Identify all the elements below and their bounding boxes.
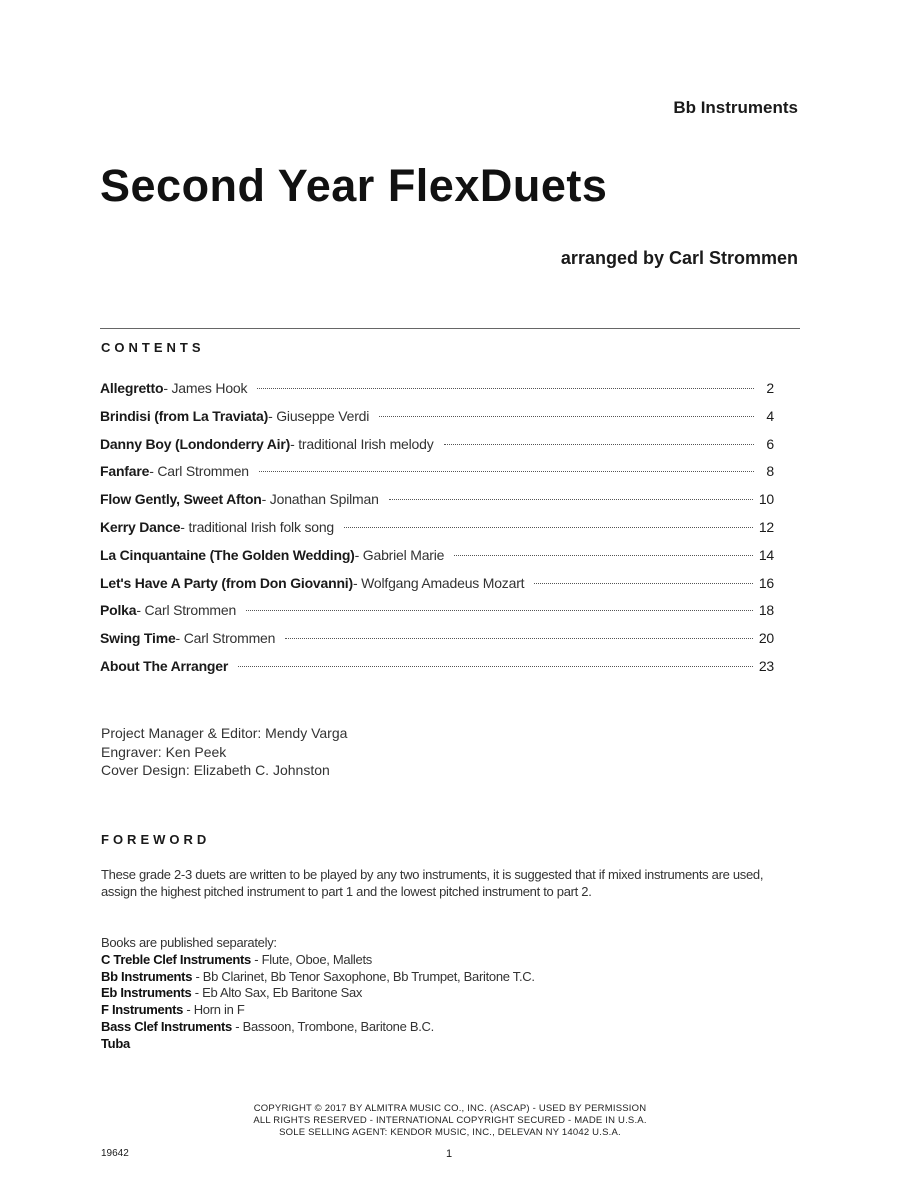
credit-line: Cover Design: Elizabeth C. Johnston	[101, 762, 330, 778]
book-name: F Instruments	[101, 1002, 184, 1018]
toc-leader-dots	[246, 610, 753, 611]
toc-leader-dots	[344, 527, 753, 528]
book-detail: - Eb Alto Sax, Eb Baritone Sax	[191, 985, 363, 1001]
toc-composer: - Giuseppe Verdi	[268, 407, 370, 424]
toc-page-number: 8	[766, 463, 774, 480]
copyright-line: ALL RIGHTS RESERVED - INTERNATIONAL COPYRIGHT SECURED - MADE IN U.S.A.	[253, 1115, 647, 1126]
toc-entry[interactable]	[100, 602, 774, 630]
book-edition	[101, 1036, 535, 1053]
toc-leader-dots	[379, 416, 754, 417]
toc-page-number: 4	[766, 407, 774, 424]
instrument-label: Bb Instruments	[673, 98, 798, 117]
arranger-credit: arranged by Carl Strommen	[560, 248, 798, 268]
toc-leader-dots	[454, 555, 753, 556]
toc-entry[interactable]	[100, 436, 774, 464]
foreword-heading: FOREWORD	[101, 832, 211, 847]
book-edition	[101, 1019, 535, 1036]
toc-page-number: 20	[758, 630, 774, 647]
page-number: 1	[446, 1148, 453, 1160]
toc-entry[interactable]	[100, 519, 774, 547]
book-detail: - Bb Clarinet, Bb Tenor Saxophone, Bb Trumpet, Baritone T.C.	[192, 968, 535, 984]
toc-leader-dots	[534, 583, 752, 584]
toc-page-number: 16	[758, 574, 774, 591]
toc-leader-dots	[259, 471, 754, 472]
toc-composer: - traditional Irish melody	[290, 435, 434, 452]
toc-entry[interactable]	[100, 380, 774, 408]
toc-entry[interactable]	[100, 575, 774, 603]
toc-title: Kerry Dance	[100, 518, 181, 535]
toc-composer: - Carl Strommen	[136, 602, 237, 619]
toc-title: Allegretto	[100, 380, 164, 396]
toc-composer: - Wolfgang Amadeus Mozart	[352, 574, 525, 591]
toc-composer: - Carl Strommen	[175, 630, 276, 647]
credits	[101, 724, 347, 780]
toc-entry[interactable]	[100, 658, 774, 686]
toc-page-number: 10	[758, 491, 774, 508]
toc-leader-dots	[238, 666, 753, 667]
toc-page-number: 14	[758, 546, 774, 563]
book-detail: - Horn in F	[183, 1002, 245, 1018]
book-name: Bb Instruments	[101, 968, 193, 984]
book-detail: - Bassoon, Trombone, Baritone B.C.	[231, 1018, 434, 1034]
header-divider	[100, 328, 800, 329]
toc-leader-dots	[257, 388, 754, 389]
toc-title: Danny Boy (Londonderry Air)	[100, 435, 291, 452]
toc-leader-dots	[389, 499, 753, 500]
toc-entry[interactable]	[100, 491, 774, 519]
contents-heading: CONTENTS	[101, 340, 205, 355]
page-title: Second Year FlexDuets	[100, 160, 608, 211]
toc-page-number: 23	[758, 657, 774, 674]
book-edition	[101, 969, 535, 986]
toc-composer: - traditional Irish folk song	[180, 518, 335, 535]
toc-title: Let's Have A Party (from Don Giovanni)	[100, 574, 353, 591]
toc-page-number: 12	[758, 518, 774, 535]
copyright-line: SOLE SELLING AGENT: KENDOR MUSIC, INC., DELEVAN NY 14042 U.S.A.	[279, 1127, 621, 1138]
toc-page-number: 2	[766, 380, 774, 396]
toc-title: Flow Gently, Sweet Afton	[100, 491, 262, 508]
book-name: Eb Instruments	[101, 985, 192, 1001]
catalog-number: 19642	[101, 1148, 129, 1159]
toc-composer: - Jonathan Spilman	[261, 491, 379, 508]
toc-composer: - Carl Strommen	[149, 463, 249, 480]
toc-entry[interactable]	[100, 408, 774, 436]
book-edition	[101, 985, 535, 1002]
book-edition	[101, 952, 535, 969]
toc-page-number: 6	[766, 435, 774, 452]
books-intro: Books are published separately:	[101, 935, 277, 950]
toc-title: Polka	[100, 602, 137, 619]
toc-page-number: 18	[758, 602, 774, 619]
toc-title: About The Arranger	[100, 657, 229, 674]
toc-entry[interactable]	[100, 463, 774, 491]
toc-leader-dots	[444, 444, 754, 445]
foreword-text: These grade 2-3 duets are written to be played by any two instruments, it is suggested that if mixed instruments are used, assign the highest pitched instrument to part 1 and the lowest pitched instrument to part 2.	[101, 867, 764, 899]
toc-composer: - Gabriel Marie	[354, 546, 445, 563]
table-of-contents	[100, 380, 774, 686]
book-name: C Treble Clef Instruments	[101, 951, 251, 967]
copyright-notice	[0, 1103, 900, 1139]
toc-entry[interactable]	[100, 630, 774, 658]
credit-line: Engraver: Ken Peek	[101, 743, 227, 760]
toc-title: Fanfare	[100, 463, 150, 480]
book-list	[101, 935, 535, 1053]
copyright-line: COPYRIGHT © 2017 BY ALMITRA MUSIC CO., INC. (ASCAP) - USED BY PERMISSION	[253, 1103, 647, 1114]
book-detail: - Flute, Oboe, Mallets	[250, 951, 372, 967]
toc-title: La Cinquantaine (The Golden Wedding)	[100, 546, 355, 563]
toc-leader-dots	[285, 638, 753, 639]
toc-title: Brindisi (from La Traviata)	[100, 407, 269, 424]
credit-line: Project Manager & Editor: Mendy Varga	[101, 725, 348, 741]
toc-composer: - James Hook	[163, 380, 248, 396]
toc-entry[interactable]	[100, 547, 774, 575]
book-name: Tuba	[101, 1035, 130, 1051]
foreword-body	[101, 867, 801, 900]
toc-title: Swing Time	[100, 630, 176, 647]
book-name: Bass Clef Instruments	[101, 1018, 232, 1034]
book-edition	[101, 1002, 535, 1019]
